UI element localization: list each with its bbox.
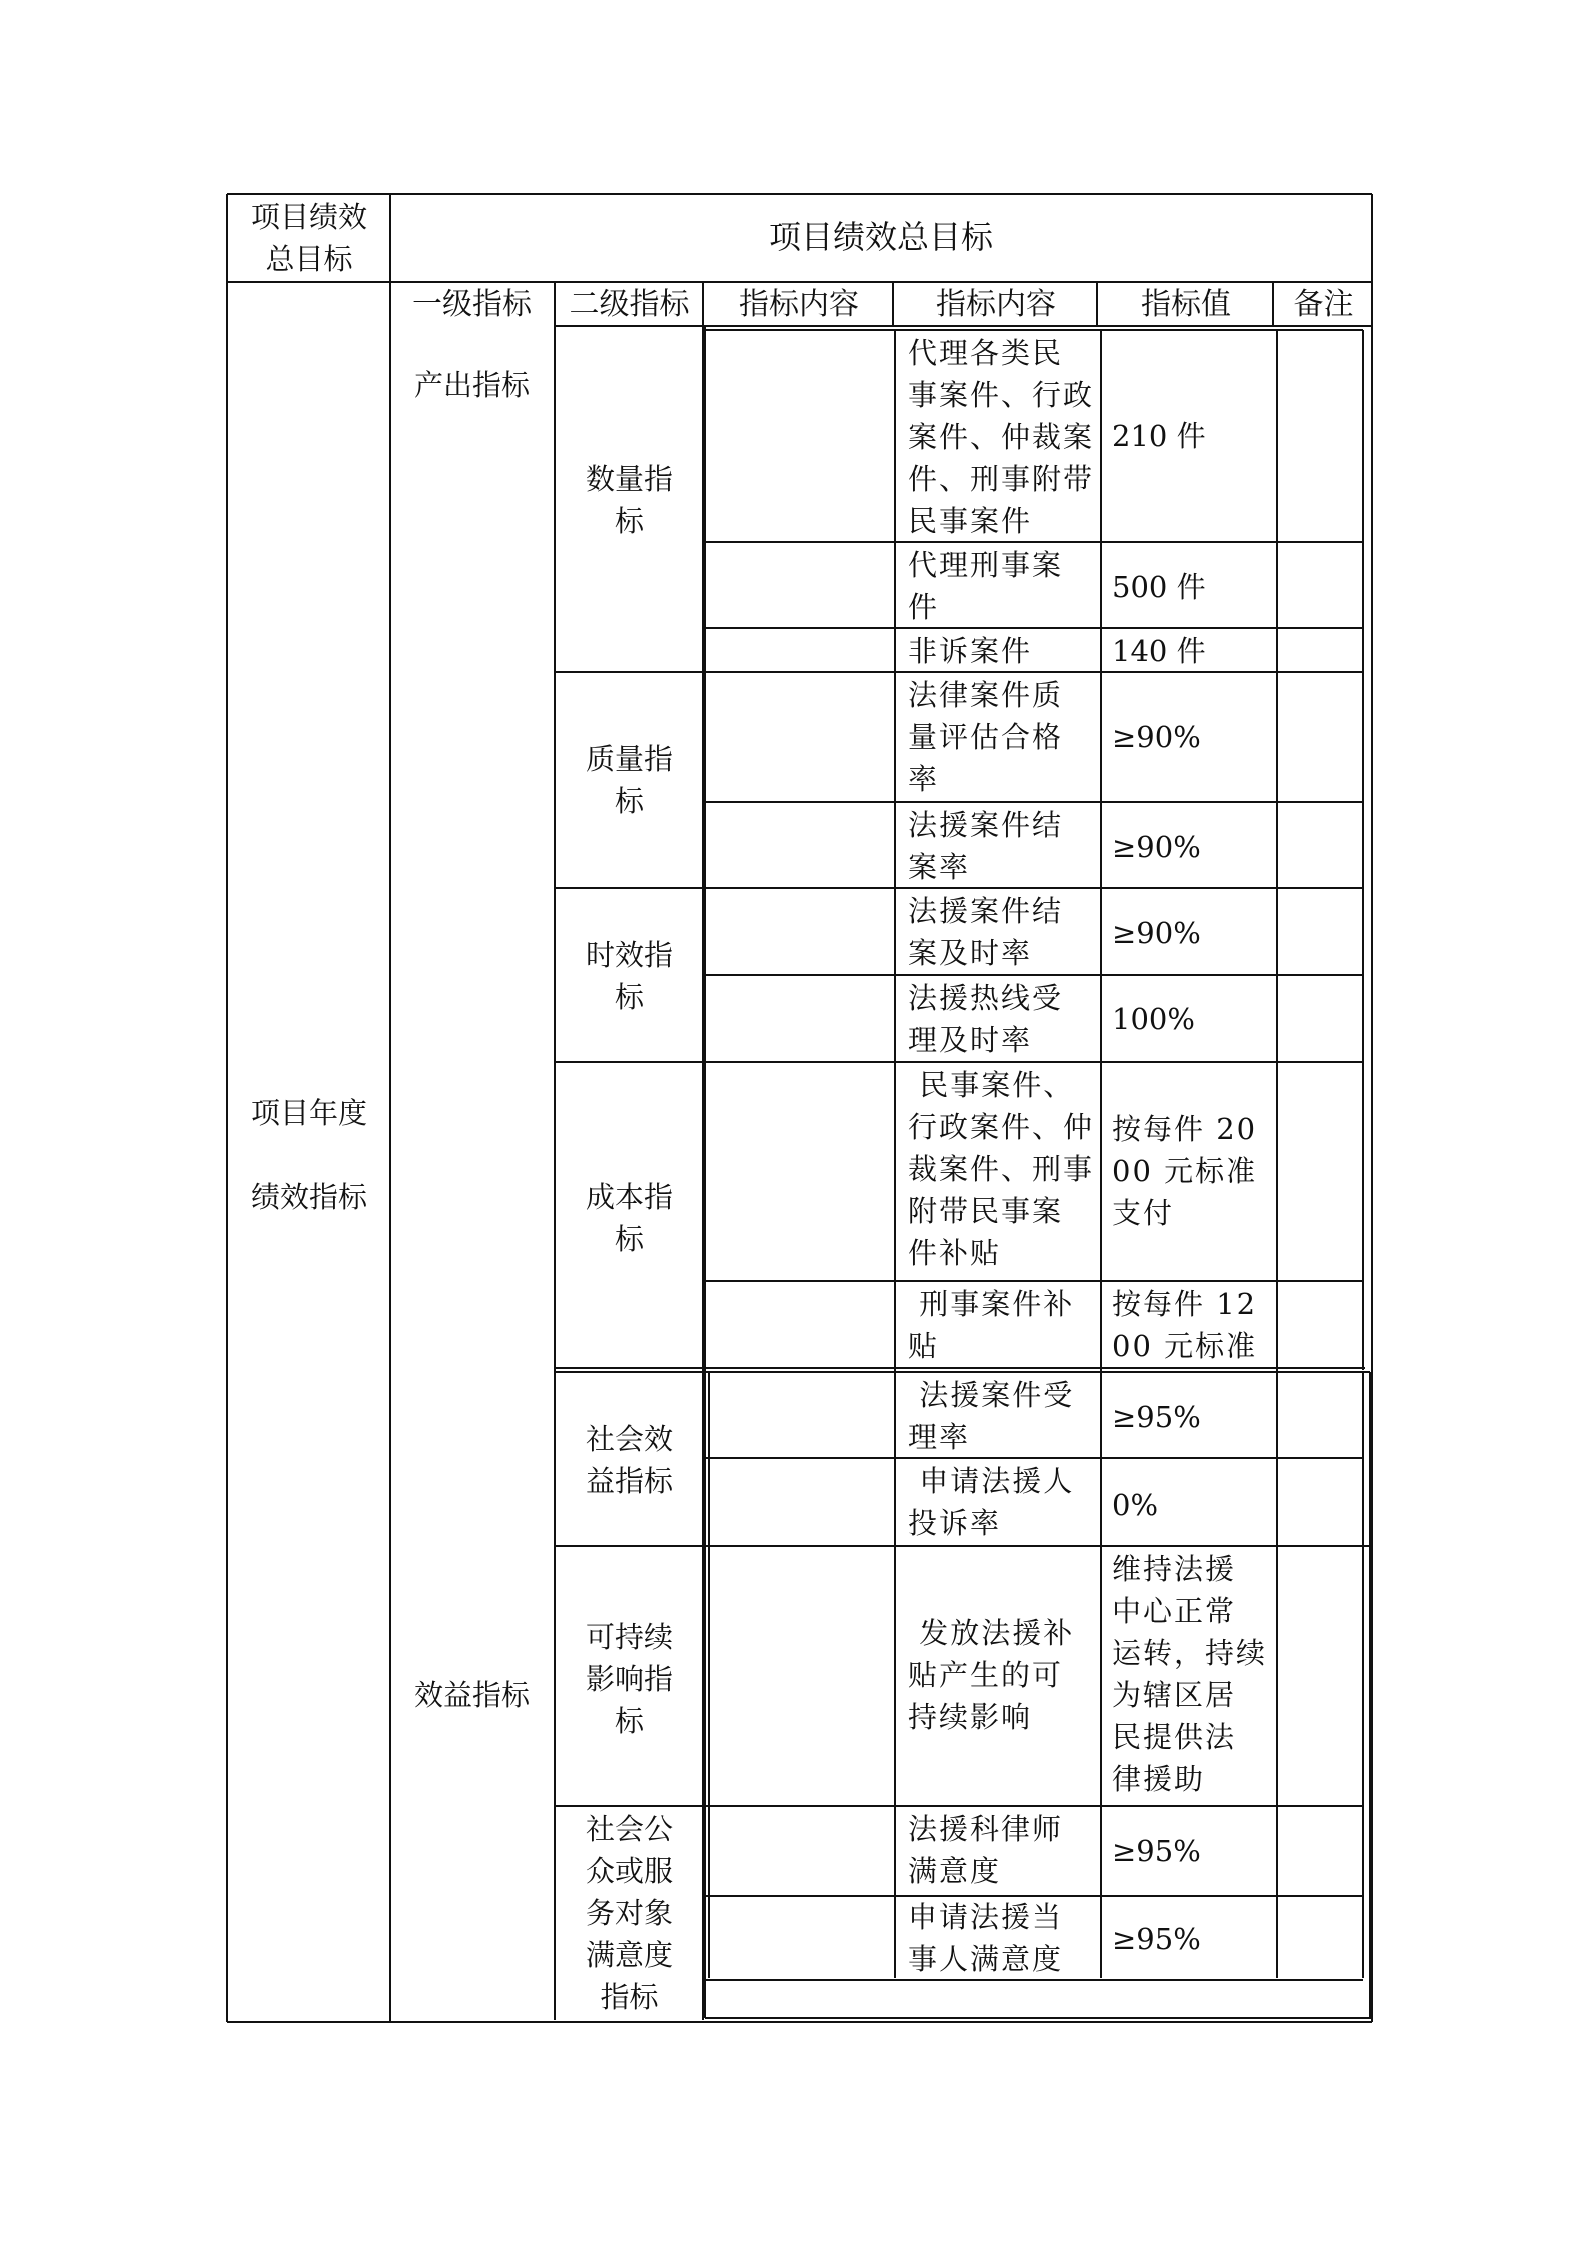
row-4-content: 法律案件质 量评估合格 率 <box>908 678 1064 796</box>
level2-quality: 质量指 标 <box>585 742 673 818</box>
header-content-a: 指标内容 <box>739 287 859 322</box>
level2-cost: 成本指 标 <box>585 1180 673 1256</box>
row-4-value: ≥90% <box>1112 720 1201 754</box>
row-11-value: 0% <box>1112 1488 1159 1522</box>
row-5-value: ≥90% <box>1112 830 1201 864</box>
row-12-content: 发放法援补 贴产生的可 持续影响 <box>908 1616 1075 1734</box>
title-value: 项目绩效总目标 <box>768 218 993 256</box>
title-label: 项目绩效 总目标 <box>250 200 367 276</box>
level2-sustain: 可持续 影响指 标 <box>585 1620 673 1738</box>
row-5-content: 法援案件结 案率 <box>908 808 1064 884</box>
row-12-value: 维持法援 中心正常 运转，持续 为辖区居 民提供法 律援助 <box>1112 1552 1268 1796</box>
row-8-value: 按每件 20 00 元标准 支付 <box>1112 1112 1258 1230</box>
row-9-content: 刑事案件补 贴 <box>908 1287 1075 1363</box>
level1-output: 产出指标 <box>413 368 530 402</box>
row-7-content: 法援热线受 理及时率 <box>908 981 1064 1057</box>
header-content-b: 指标内容 <box>936 287 1056 322</box>
header-level1: 一级指标 <box>412 287 532 322</box>
row-7-value: 100% <box>1112 1002 1195 1036</box>
level2-social: 社会效 益指标 <box>585 1422 673 1498</box>
level1-benefit: 效益指标 <box>413 1678 530 1712</box>
row-3-content: 非诉案件 <box>908 634 1033 668</box>
header-level2: 二级指标 <box>569 287 690 322</box>
row-8-content: 民事案件、 行政案件、仲 裁案件、刑事 附带民事案 件补贴 <box>908 1068 1095 1270</box>
row-6-value: ≥90% <box>1112 916 1201 950</box>
row-2-content: 代理刑事案 件 <box>908 548 1064 624</box>
row-3-value: 140 件 <box>1112 634 1206 668</box>
row-11-content: 申请法援人 投诉率 <box>908 1464 1075 1540</box>
header-remark: 备注 <box>1293 287 1354 322</box>
row-14-content: 申请法援当 事人满意度 <box>908 1900 1064 1976</box>
row-2-value: 500 件 <box>1112 570 1206 604</box>
row-9-value: 按每件 12 00 元标准 <box>1112 1287 1258 1363</box>
level2-satisfaction: 社会公 众或服 务对象 满意度 指标 <box>585 1812 673 2014</box>
row-13-content: 法援科律师 满意度 <box>908 1812 1064 1888</box>
row-10-value: ≥95% <box>1112 1400 1201 1434</box>
row-10-content: 法援案件受 理率 <box>908 1378 1075 1454</box>
section-label: 项目年度 绩效指标 <box>250 1096 367 1214</box>
row-14-value: ≥95% <box>1112 1922 1201 1956</box>
row-1-value: 210 件 <box>1112 419 1206 453</box>
row-13-value: ≥95% <box>1112 1834 1201 1868</box>
header-value: 指标值 <box>1141 287 1231 322</box>
row-1-content: 代理各类民 事案件、行政 案件、仲裁案 件、刑事附带 民事案件 <box>908 336 1095 538</box>
row-6-content: 法援案件结 案及时率 <box>908 894 1064 970</box>
level2-quantity: 数量指 标 <box>585 462 673 538</box>
level2-timeliness: 时效指 标 <box>585 938 673 1014</box>
